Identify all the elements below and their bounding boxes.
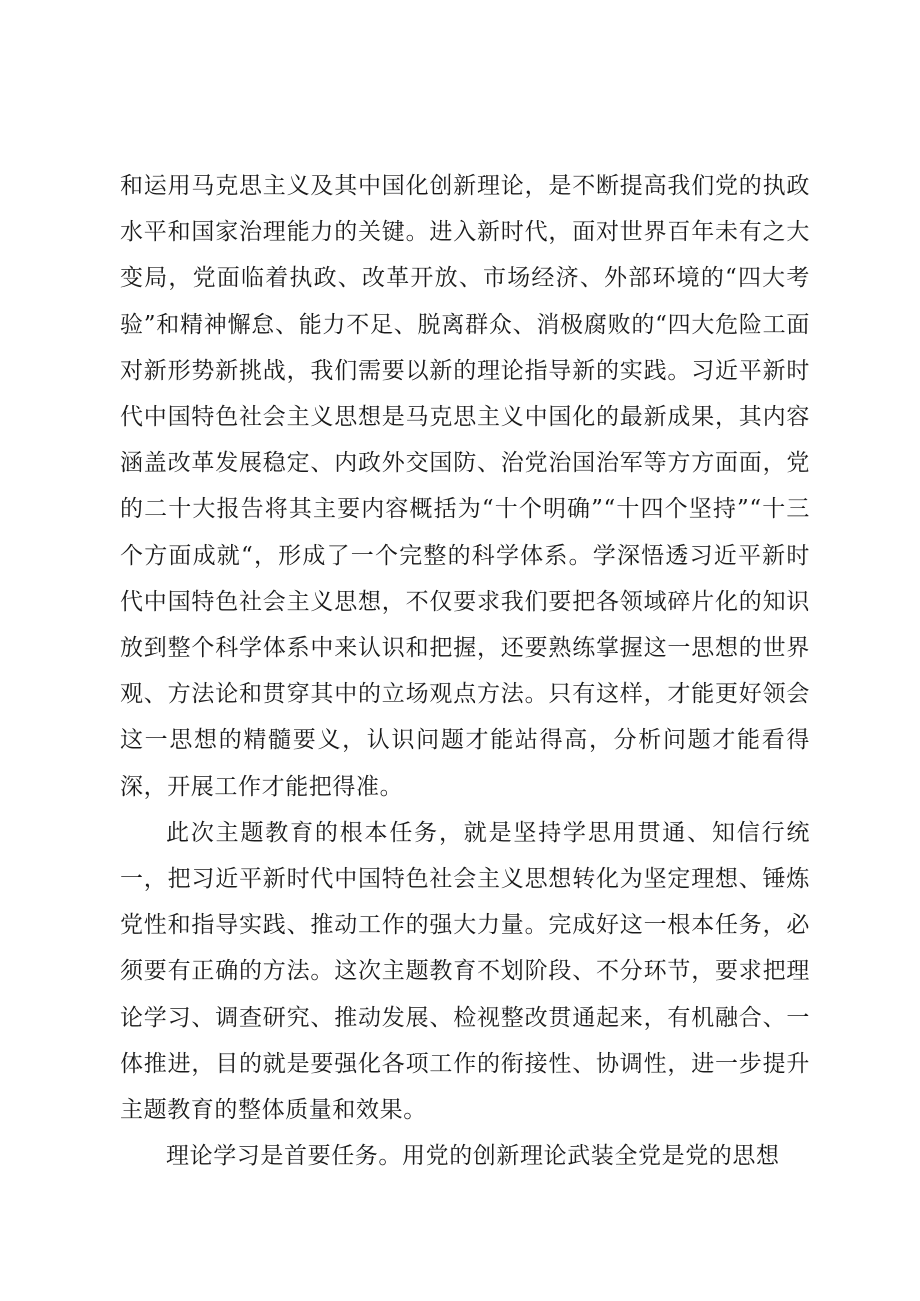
document-body <box>120 163 810 1179</box>
paragraph-1: 和运用马克思主义及其中国化创新理论，是不断提高我们党的执政水平和国家治理能力的关键。进入新时代，面对世界百年未有之大变局，党面临着执政、改革开放、市场经济、外部环境的“四大考验”和精神懈怠、能力不足、脱离群众、消极腐败的“四大危险工面对新形势新挑战，我们需要以新的理论指导新的实践。习近平新时代中国特色社会主义思想是马克思主义中国化的最新成果，其内容涵盖改革发展稳定、内政外交国防、治党治国治军等方方面面，党的二十大报告将其主要内容概括为“十个明确”“十四个坚持”“十三个方面成就“，形成了一个完整的科学体系。学深悟透习近平新时代中国特色社会主义思想，不仅要求我们要把各领域碎片化的知识放到整个科学体系中来认识和把握，还要熟练掌握这一思想的世界观、方法论和贯穿其中的立场观点方法。只有这样，才能更好领会这一思想的精髓要义，认识问题才能站得高，分析问题才能看得深，开展工作才能把得准。 <box>120 173 810 800</box>
paragraph-2: 此次主题教育的根本任务，就是坚持学思用贯通、知信行统一，把习近平新时代中国特色社会主义思想转化为坚定理想、锤炼党性和指导实践、推动工作的强大力量。完成好这一根本任务，必须要有正确的方法。这次主题教育不划阶段、不分环节，要求把理论学习、调查研究、推动发展、检视整改贯通起来，有机融合、一体推进，目的就是要强化各项工作的衔接性、协调性，进一步提升主题教育的整体质量和效果。 <box>120 819 810 1124</box>
paragraph-3: 理论学习是首要任务。用党的创新理论武装全党是党的思想 <box>166 1143 780 1170</box>
